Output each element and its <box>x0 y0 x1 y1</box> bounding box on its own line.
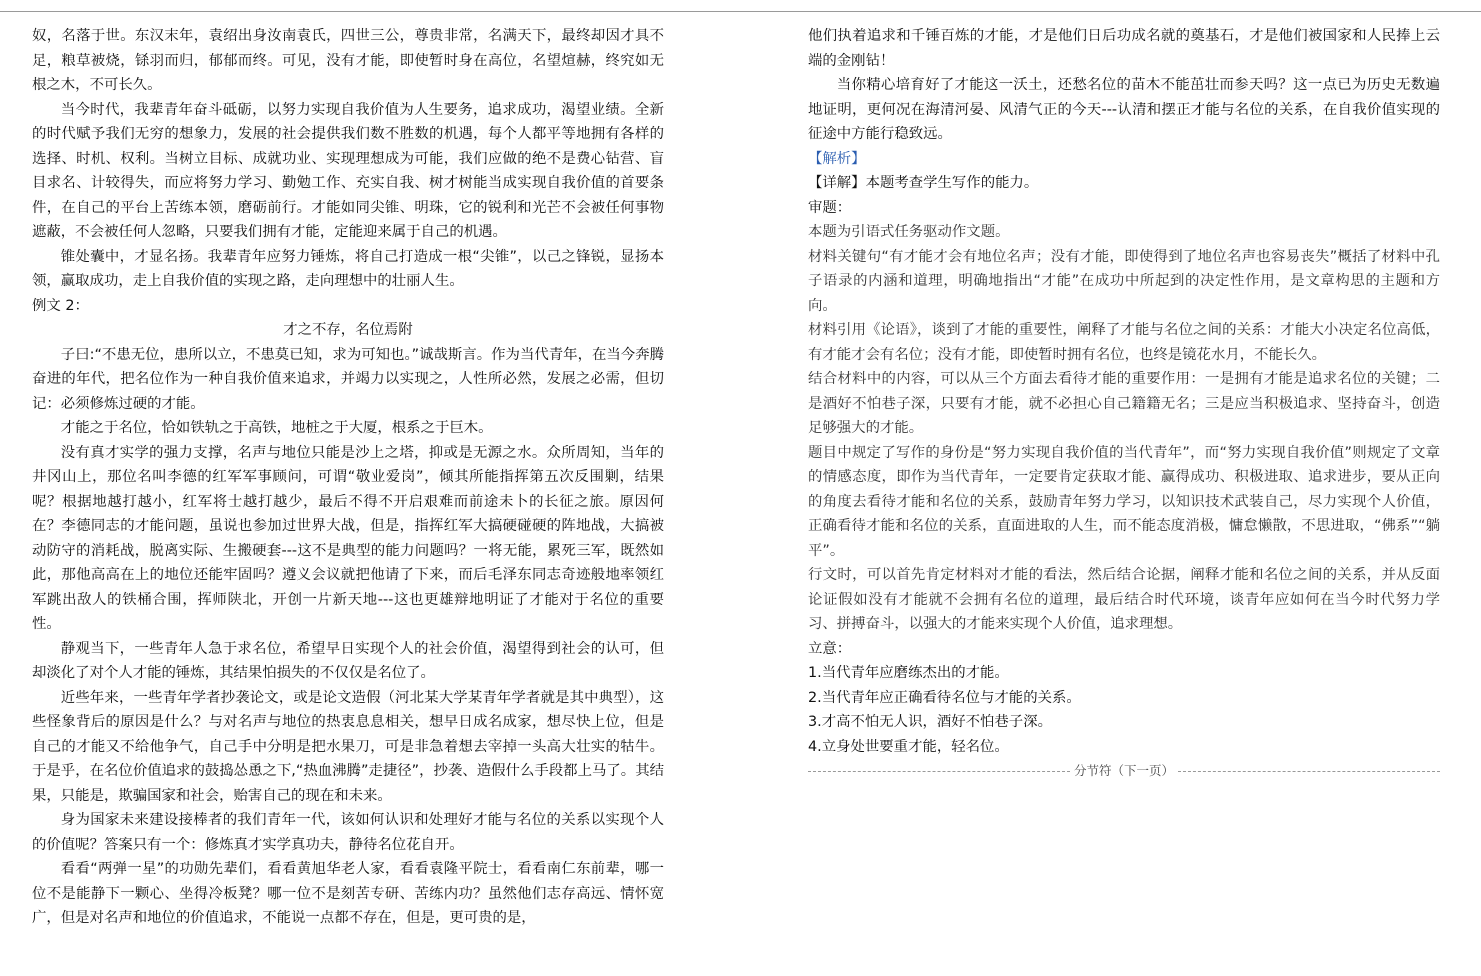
analysis-paragraph: 结合材料中的内容，可以从三个方面去看待才能的重要作用：一是拥有才能是追求名位的关键；二是酒好不怕巷子深，只要有才能，就不必担心自己籍籍无名；三是应当积极追求、坚持奋斗，创造足够强大的才能。 <box>808 371 1440 436</box>
paragraph: 才能之于名位，恰如铁轨之于高铁，地桩之于大厦，根系之于巨木。 <box>60 420 493 436</box>
essay-title: 才之不存，名位焉附 <box>283 322 413 338</box>
paragraph: 没有真才实学的强力支撑，名声与地位只能是沙上之塔，抑或是无源之水。众所周知，当年的井冈山上，那位名叫李德的红军军事顾问，可谓“敬业爱岗”，倾其所能指挥第五次反围剿，结果呢？根据地越打越小，红军将士越打越少，最后不得不开启艰难而前途未卜的长征之旅。原因何在？李德同志的才能问题，虽说也参加过世界大战，但是，指挥红军大搞硬碰硬的阵地战，大搞被动防守的消耗战，脱离实际、生搬硬套---这不是典型的能力问题吗？一将无能，累死三军，既然如此，那他高高在上的地位还能牢固吗？遵义会议就把他请了下来，而后毛泽东同志奇迹般地率领红军跳出敌人的铁桶合围，挥师陕北，开创一片新天地---这也更雄辩地明证了才能对于名位的重要性。 <box>32 444 664 632</box>
idea-item: 4.立身处世要重才能，轻名位。 <box>808 738 1009 755</box>
paragraph: 近些年来，一些青年学者抄袭论文，或是论文造假（河北某大学某青年学者就是其中典型），这些怪象背后的原因是什么？与对名声与地位的热衷息息相关，想早日成名成家，想尽快上位，但是自己的才能又不给他争气，自己手中分明是把水果刀，可是非急着想去宰掉一头高大壮实的牯牛。于是乎，在名位价值追求的鼓捣怂恿之下,“热血沸腾”走捷径”，抄袭、造假什么手段都上马了。其结果，只能是，欺骗国家和社会，贻害自己的现在和未来。 <box>32 689 664 804</box>
paragraph: 身为国家未来建设接棒者的我们青年一代，该如何认识和处理好才能与名位的关系以实现个人的价值呢？答案只有一个：修炼真才实学真功夫，静待名位花自开。 <box>32 812 664 853</box>
paragraph: 当你精心培育好了才能这一沃土，还愁名位的苗木不能茁壮而参天吗？这一点已为历史无数遍地证明，更何况在海清河晏、风清气正的今天---认清和摆正才能与名位的关系，在自我价值实现的征途中方能行稳致远。 <box>808 77 1440 142</box>
top-rule <box>0 11 1481 12</box>
paragraph: 奴，名落于世。东汉末年，袁绍出身汝南袁氏，四世三公，尊贵非常，名满天下，最终却因才具不足，粮草被烧，铩羽而归，郁郁而终。可见，没有才能，即使暂时身在高位，名望煊赫，终究如无根之木，不可长久。 <box>32 28 664 93</box>
analysis-paragraph: 题目中规定了写作的身份是“努力实现自我价值的当代青年”，而“努力实现自我价值”则规定了文章的情感态度，即作为当代青年，一定要肯定获取才能、赢得成功、积极进取、追求进步，要从正向的角度去看待才能和名位的关系，鼓励青年努力学习，以知识技术武装自己，尽力实现个人价值，正确看待才能和名位的关系，直面进取的人生，而不能态度消极，慵怠懒散，不思进取，“佛系”“躺平”。 <box>808 444 1440 559</box>
section-break <box>808 761 1440 781</box>
idea-item: 1.当代青年应磨练杰出的才能。 <box>808 665 1009 681</box>
liyi-label: 立意： <box>808 640 852 657</box>
paragraph: 子曰:“不患无位，患所以立，不患莫已知，求为可知也。”诚哉斯言。作为当代青年，在当今奔腾奋进的年代，把名位作为一种自我价值来追求，并竭力以实现之，人性所必然，发展之必需，但切记：必须修炼过硬的才能。 <box>32 346 664 412</box>
idea-item: 3.才高不怕无人识，酒好不怕巷子深。 <box>808 714 1052 730</box>
paragraph: 看看“两弹一星”的功勋先辈们，看看黄旭华老人家，看看袁隆平院士，看看南仁东前辈，哪一位不是能静下一颗心、坐得冷板凳？哪一位不是刻苦专研、苦练内功？虽然他们志存高远、情怀宽广，但是对名声和地位的价值追求，不能说一点都不存在，但是，更可贵的是， <box>32 861 664 926</box>
idea-item: 2.当代青年应正确看待名位与才能的关系。 <box>808 689 1081 706</box>
left-column <box>32 24 664 931</box>
analysis-paragraph: 材料关键句“有才能才会有地位名声；没有才能，即使得到了地位名声也容易丧失”概括了材料中孔子语录的内涵和道理，明确地指出“才能”在成功中所起到的决定性作用，是文章构思的主题和方向。 <box>808 248 1440 314</box>
analysis-paragraph: 行文时，可以首先肯定材料对才能的看法，然后结合论据，阐释才能和名位之间的关系，并从反面论证假如没有才能就不会拥有名位的道理，最后结合时代环境，谈青年应如何在当今时代努力学习、拼搏奋斗，以强大的才能来实现个人价值，追求理想。 <box>808 567 1440 632</box>
detail-line: 【详解】本题考查学生写作的能力。 <box>808 175 1039 191</box>
paragraph: 他们执着追求和千锤百炼的才能，才是他们日后功成名就的奠基石，才是他们被国家和人民捧上云端的金刚钻！ <box>808 28 1440 69</box>
section-break-dash <box>1178 771 1440 772</box>
analysis-paragraph: 本题为引语式任务驱动作文题。 <box>808 224 1010 240</box>
analysis-paragraph: 材料引用《论语》，谈到了才能的重要性，阐释了才能与名位之间的关系：才能大小决定名位高低，有才能才会有名位；没有才能，即使暂时拥有名位，也终是镜花水月，不能长久。 <box>808 322 1440 363</box>
shenti-label: 审题： <box>808 199 852 216</box>
paragraph: 当今时代，我辈青年奋斗砥砺，以努力实现自我价值为人生要务，追求成功，渴望业绩。全新的时代赋予我们无穷的想象力，发展的社会提供我们数不胜数的机遇，每个人都平等地拥有各样的选择、时机、权利。当树立目标、成就功业、实现理想成为可能，我们应做的绝不是费心钻营、盲目求名、计较得失，而应将努力学习、勤勉工作、充实自我、树才树能当成实现自我价值的首要条件，在自己的平台上苦练本领，磨砺前行。才能如同尖锥、明珠，它的锐利和光芒不会被任何事物遮蔽，不会被任何人忽略，只要我们拥有才能，定能迎来属于自己的机遇。 <box>32 101 664 240</box>
analysis-heading: 【解析】 <box>808 150 866 167</box>
section-break-label: 分节符（下一页） <box>1074 763 1175 778</box>
paragraph: 静观当下，一些青年人急于求名位，希望早日实现个人的社会价值，渴望得到社会的认可，但却淡化了对个人才能的锤炼，其结果怕损失的不仅仅是名位了。 <box>32 640 664 681</box>
right-column <box>808 24 1440 781</box>
section-break-dash <box>808 771 1070 772</box>
paragraph: 锥处囊中，才显名扬。我辈青年应努力锤炼，将自己打造成一根“尖锥”，以己之锋锐，显扬本领，赢取成功，走上自我价值的实现之路，走向理想中的壮丽人生。 <box>32 248 664 289</box>
example-label: 例文 2： <box>32 297 89 314</box>
